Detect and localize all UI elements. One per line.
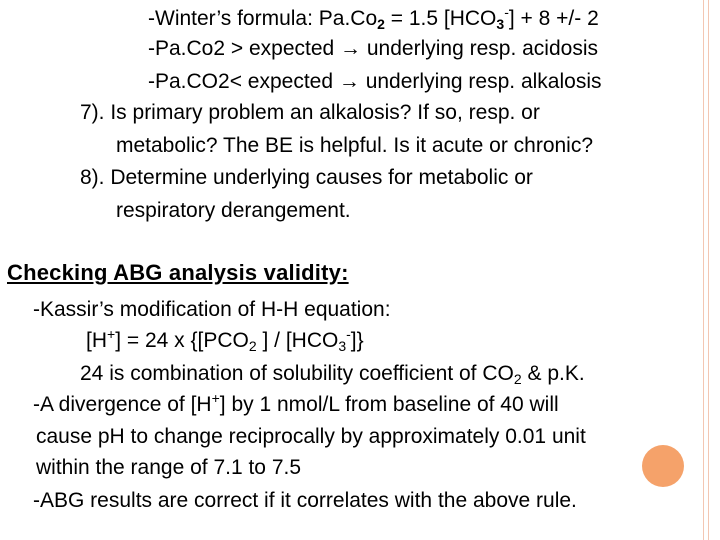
decorative-circle <box>642 445 684 487</box>
divergence-continuation: cause pH to change reciprocally by approximately 0.01 unit <box>36 425 586 448</box>
alkalosis-line: -Pa.CO2< expected → underlying resp. alkalosis <box>148 70 602 93</box>
step-8-line: 8). Determine underlying causes for metabolic or <box>80 166 533 189</box>
step-7-line: 7). Is primary problem an alkalosis? If so, resp. or <box>80 101 540 124</box>
decorative-rule <box>708 0 709 540</box>
section-heading: Checking ABG analysis validity: <box>7 260 349 285</box>
divergence-line: -A divergence of [H+] by 1 nmol/L from baseline of 40 will <box>33 390 559 416</box>
step-7-continuation: metabolic? The BE is helpful. Is it acute or chronic? <box>116 134 594 157</box>
solubility-line: 24 is combination of solubility coefficient of $CO_2$ & p.K. <box>80 362 585 387</box>
kassir-line: -Kassir’s modification of H-H equation: <box>33 298 391 321</box>
equation-line: [H+] = 24 x {[$PCO_2$ ] / $[HCO_3^-]$} <box>86 326 364 354</box>
range-line: within the range of 7.1 to 7.5 <box>36 456 302 479</box>
decorative-rule <box>703 0 704 540</box>
abg-results-line: -ABG results are correct if it correlates with the above rule. <box>33 489 577 512</box>
acidosis-line: -Pa.Co2 > expected → underlying resp. acidosis <box>148 37 598 60</box>
step-8-continuation: respiratory derangement. <box>116 199 351 222</box>
winters-formula-line: -Winter’s formula: $Pa.Co_2 = 1.5$ $[HCO_3^-] + 8$ +/- 2 <box>148 4 599 32</box>
